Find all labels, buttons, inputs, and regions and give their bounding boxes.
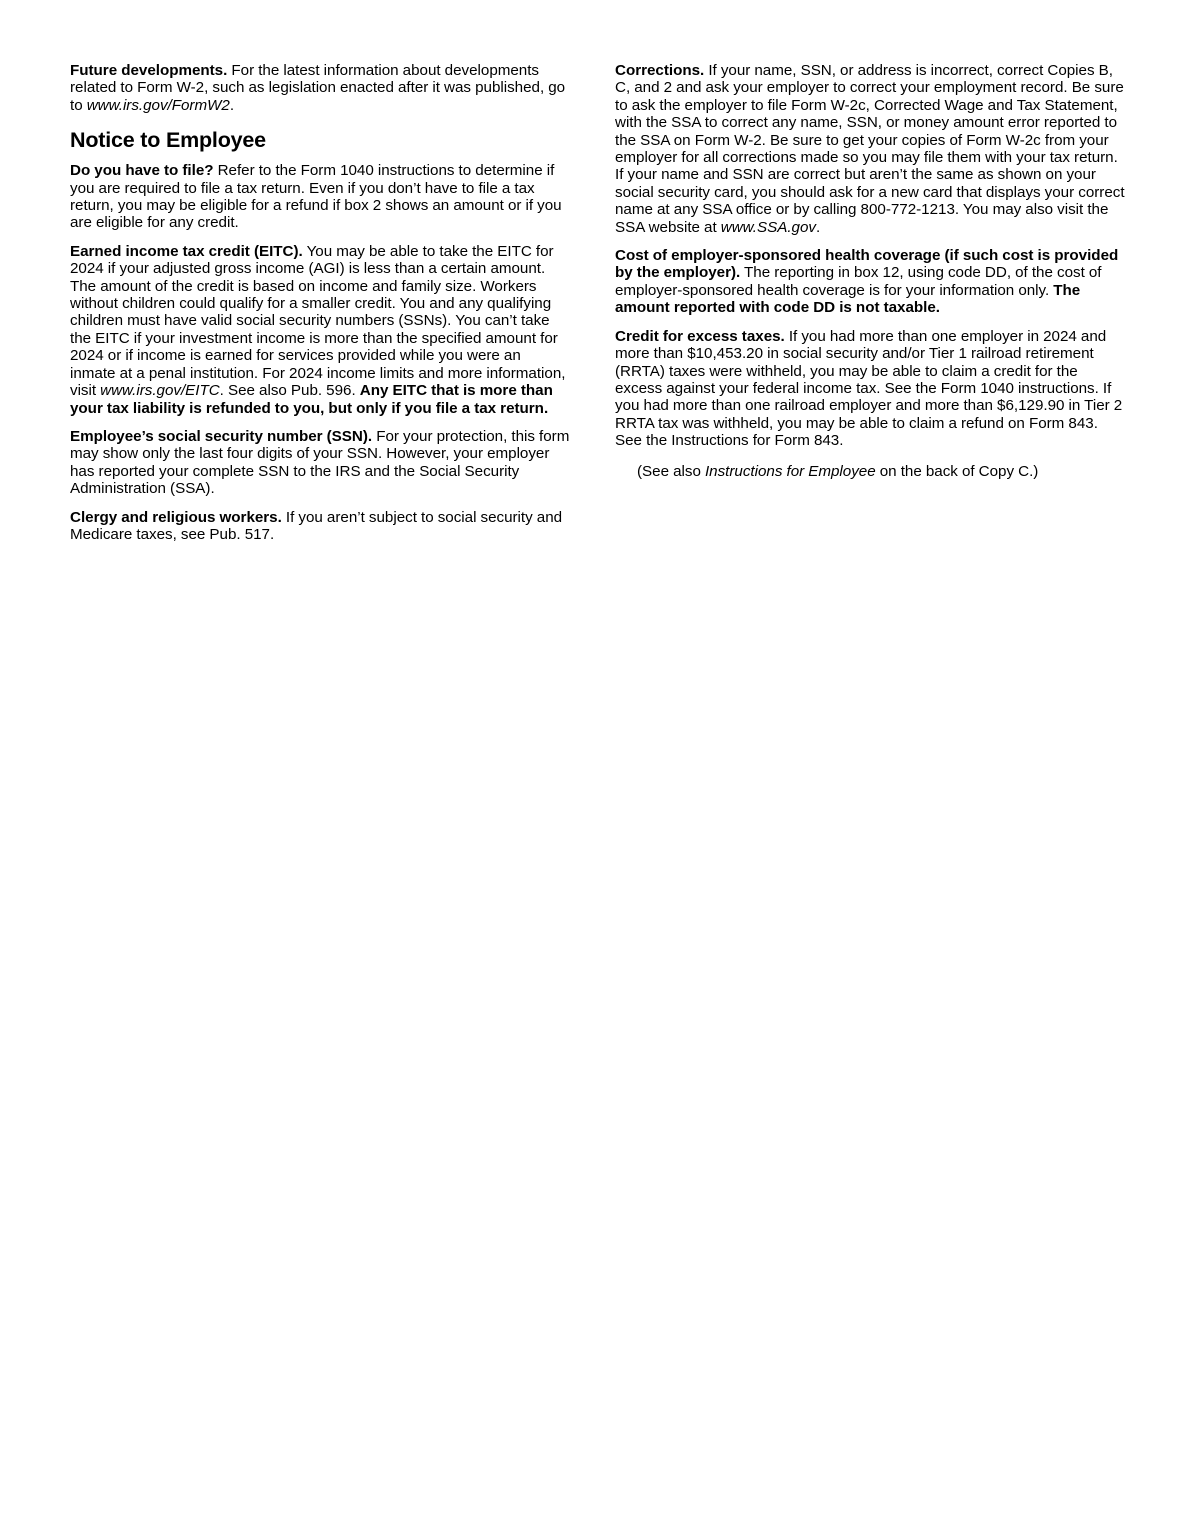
eitc-bold-tail: Any EITC that is more than your tax liability is refunded to you, but only if you file a tax return. [70, 382, 553, 417]
future-developments-text-1: For the latest information about developments related to Form W-2, such as legislation enacted after it was published, go to [70, 62, 566, 114]
corrections-lead: Corrections. [615, 62, 705, 79]
two-column-layout [70, 62, 1125, 543]
do-you-have-to-file-text: Refer to the Form 1040 instructions to determine if you are required to file a tax return. Even if you don’t have to file a tax return, you may be eligible for a refund if box 2 shows an amount or if you are eligible for any credit. [70, 162, 562, 232]
paragraph-corrections [615, 62, 1125, 236]
footer-note-text-1: (See also [637, 462, 705, 480]
ssa-gov-url: www.SSA.gov [720, 218, 816, 236]
employee-ssn-text: For your protection, this form may show only the last four digits of your SSN. However, your employer has reported your complete SSN to the IRS and the Social Security Administration (SSA). [70, 427, 570, 498]
future-developments-lead: Future developments. [70, 62, 228, 79]
corrections-text-2: . [815, 218, 821, 236]
health-coverage-text-1: The reporting in box 12, using code DD, of the cost of employer-sponsored health coverage is for your information only. [615, 264, 1102, 299]
eitc-text-1: You may be able to take the EITC for 2024 if your adjusted gross income (AGI) is less than a certain amount. The amount of the credit is based on income and family size. Workers without children could qualify for a smaller credit. You and any qualifying children must have valid social security numbers (SSNs). You can’t take the EITC if your investment income is more than the specified amount for 2024 or if income is earned for services provided while you were an inmate at a penal institution. For 2024 income limits and more information, visit [70, 242, 566, 400]
paragraph-health-coverage [615, 247, 1125, 317]
corrections-text-1: If your name, SSN, or address is incorrect, correct Copies B, C, and 2 and ask your employer to correct your employment record. Be sure to ask the employer to file Form W-2c, Corrected Wage and Tax Statement, with the SSA to correct any name, SSN, or money amount error reported to the SSA on Form W-2. Be sure to get your copies of Form W-2c from your employer for all corrections made so you may file them with your tax return. If your name and SSN are correct but aren’t the same as shown on your social security card, you should ask for a new card that displays your correct name at any SSA office or by calling 800-772-1213. You may also visit the SSA website at [615, 62, 1125, 236]
credit-excess-taxes-lead: Credit for excess taxes. [615, 327, 785, 345]
paragraph-do-you-have-to-file [70, 162, 570, 232]
eitc-text-2: . See also Pub. 596. [219, 382, 360, 400]
paragraph-future-developments [70, 62, 570, 114]
instructions-for-employee-reference: Instructions for Employee [704, 462, 876, 480]
irs-eitc-url: www.irs.gov/EITC [100, 382, 220, 400]
employee-ssn-lead: Employee’s social security number (SSN). [70, 427, 373, 445]
credit-excess-taxes-text: If you had more than one employer in 2024 and more than $10,453.20 in social security and/or Tier 1 railroad retirement (RRTA) taxes were withheld, you may be able to claim a credit for the excess against your federal income tax. See the Form 1040 instructions. If you had more than one railroad employer and more than $6,129.90 in Tier 2 RRTA tax was withheld, you may be able to claim a refund on Form 843. See the Instructions for Form 843. [615, 327, 1123, 450]
footer-note-text-2: on the back of Copy C.) [875, 462, 1039, 480]
clergy-text: If you aren’t subject to social security and Medicare taxes, see Pub. 517. [70, 508, 563, 543]
paragraph-clergy [70, 509, 570, 544]
paragraph-footer-note [615, 463, 1125, 480]
irs-formw2-url: www.irs.gov/FormW2 [86, 96, 230, 114]
page-title: Notice to Employee [70, 128, 266, 153]
right-column [615, 62, 1125, 480]
clergy-lead: Clergy and religious workers. [70, 508, 282, 526]
health-coverage-bold-tail: The amount reported with code DD is not taxable. [615, 281, 1081, 317]
left-column [70, 62, 570, 543]
health-coverage-lead: Cost of employer-sponsored health coverage (if such cost is provided by the employer). [615, 247, 1119, 282]
paragraph-employee-ssn [70, 428, 570, 498]
paragraph-credit-excess-taxes [615, 328, 1125, 450]
paragraph-eitc [70, 243, 570, 417]
do-you-have-to-file-lead: Do you have to file? [70, 162, 214, 180]
future-developments-text-2: . [229, 96, 235, 114]
eitc-lead: Earned income tax credit (EITC). [70, 242, 303, 260]
